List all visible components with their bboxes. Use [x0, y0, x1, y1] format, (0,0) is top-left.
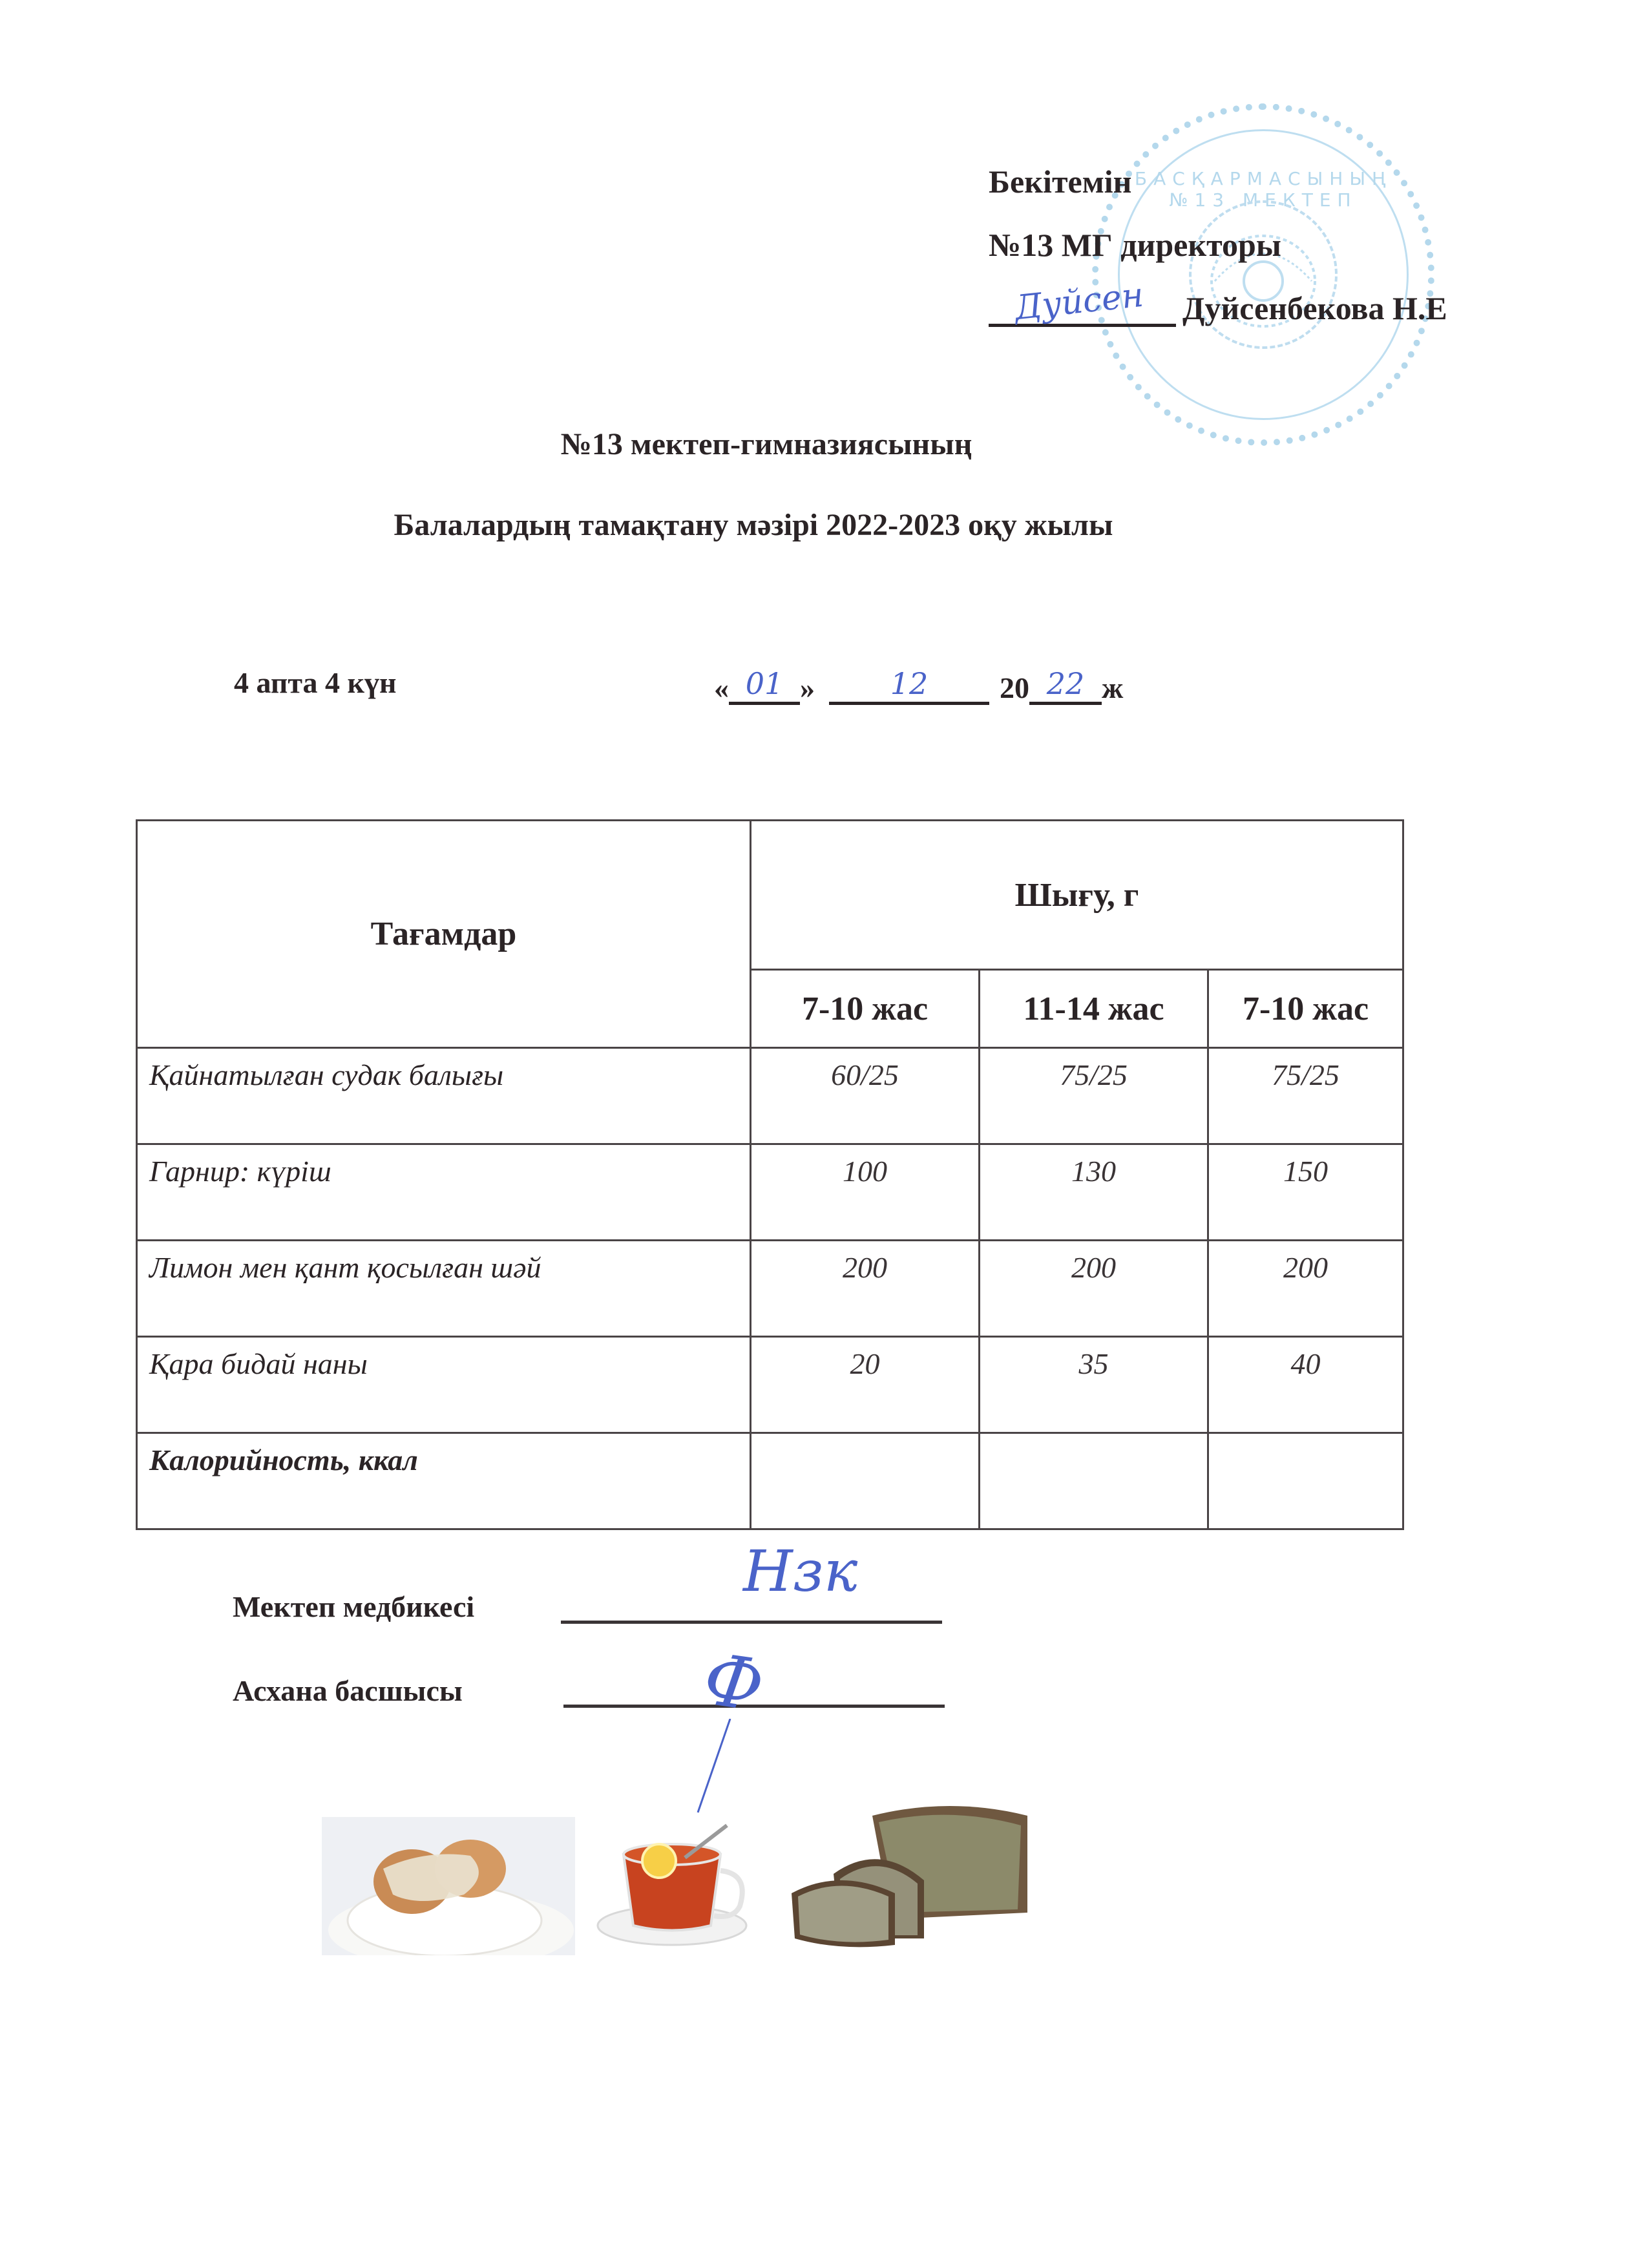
nurse-label: Мектеп медбикесі [233, 1590, 475, 1623]
approval-heading: Бекітемін [989, 163, 1132, 200]
dish-value: 200 [1208, 1241, 1403, 1337]
column-header-output: Шығу, г [751, 821, 1403, 970]
dish-value: 200 [751, 1241, 980, 1337]
column-header-age-2: 11-14 жас [980, 970, 1208, 1048]
dish-value: 100 [751, 1144, 980, 1241]
calories-value [980, 1433, 1208, 1529]
date-line [714, 666, 1123, 705]
table-header-row [137, 821, 1403, 970]
director-name: Дуйсенбекова Н.Е [1182, 290, 1447, 326]
dish-name: Қара бидай наны [137, 1337, 751, 1433]
dish-name: Лимон мен қант қосылған шәй [137, 1241, 751, 1337]
menu-title: Балалардың тамақтану мәзірі 2022-2023 оқу жылы [394, 508, 1113, 542]
date-day: 01 [729, 666, 800, 705]
table-row [137, 1241, 1403, 1337]
dish-value: 200 [980, 1241, 1208, 1337]
table-row [137, 1048, 1403, 1144]
column-header-dishes: Тағамдар [137, 821, 751, 1048]
school-title: №13 мектеп-гимназиясының [560, 427, 972, 461]
dish-name: Қайнатылған судак балығы [137, 1048, 751, 1144]
dish-value: 60/25 [751, 1048, 980, 1144]
approval-director-title: №13 МГ директоры [989, 227, 1281, 263]
director-signature: Дуйсен [1013, 275, 1146, 328]
tea-cup-icon [582, 1822, 775, 1951]
approval-signature-row [989, 275, 1447, 328]
rye-bread-photo [788, 1803, 1034, 1951]
fish-rice-icon [322, 1817, 575, 1955]
rye-bread-icon [788, 1803, 1034, 1951]
calories-value [1208, 1433, 1403, 1529]
dish-value: 20 [751, 1337, 980, 1433]
kitchen-head-signature: Ф [698, 1637, 769, 1728]
dish-value: 75/25 [980, 1048, 1208, 1144]
dish-value: 35 [980, 1337, 1208, 1433]
tea-with-lemon-photo [582, 1822, 775, 1951]
dish-value: 75/25 [1208, 1048, 1403, 1144]
table-row [137, 1144, 1403, 1241]
signature-stroke-icon [691, 1719, 743, 1816]
nurse-signature: Нзк [743, 1538, 858, 1604]
kitchen-head-label: Асхана басшысы [233, 1674, 463, 1707]
date-year-suffix: 22 [1029, 666, 1102, 705]
dish-value: 150 [1208, 1144, 1403, 1241]
date-year-prefix: 20 [1000, 671, 1029, 704]
stamp-ring-text: БАСҚАРМАСЫНЫҢ №13 МЕКТЕП [1134, 168, 1392, 211]
column-header-age-1: 7-10 жас [751, 970, 980, 1048]
calories-value [751, 1433, 980, 1529]
dish-value: 130 [980, 1144, 1208, 1241]
calories-label: Калорийность, ккал [137, 1433, 751, 1529]
dish-value: 40 [1208, 1337, 1403, 1433]
date-year-unit: ж [1102, 671, 1124, 704]
dish-name: Гарнир: күріш [137, 1144, 751, 1241]
date-month: 12 [829, 666, 989, 705]
nurse-signature-line [561, 1621, 942, 1624]
menu-table [136, 819, 1404, 1530]
official-stamp [1092, 103, 1434, 446]
fish-with-rice-photo [322, 1817, 575, 1955]
table-row-calories [137, 1433, 1403, 1529]
close-quote: » [800, 671, 815, 704]
column-header-age-3: 7-10 жас [1208, 970, 1403, 1048]
director-signature-line [989, 275, 1176, 328]
table-row [137, 1337, 1403, 1433]
week-day-label: 4 апта 4 күн [234, 666, 397, 699]
open-quote: « [714, 671, 729, 704]
